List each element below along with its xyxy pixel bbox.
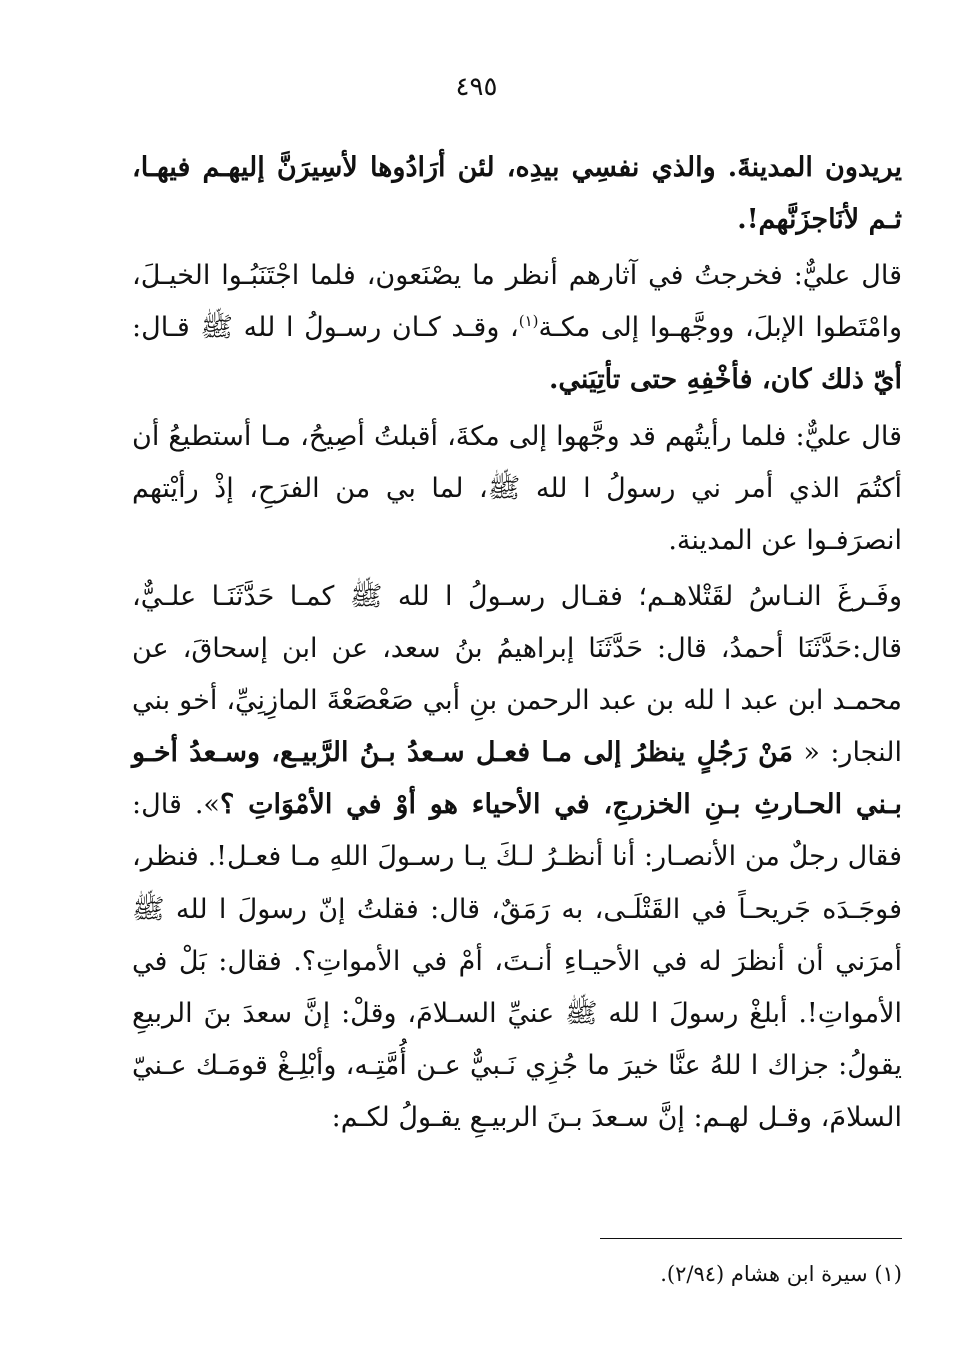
- footnote: (١) سيرة ابن هشام (٢/٩٤).: [660, 1262, 902, 1286]
- paragraph: [132, 571, 902, 1144]
- footnote-divider: [600, 1238, 902, 1239]
- bold-text-segment: يريدون المدينةَ. والذي نفسِي بيدِه، لئن أرَادُوها لأسِيرَنَّ إليهـم فيهـا، ثـم لأنَاجزَنَّهم!.: [132, 152, 902, 236]
- text-segment: قال عليٌّ: فلما رأيتُهم قد وجَّهوا إلى مكةَ، أقبلتُ أصِيحُ، مـا أستطيعُ أن أكتُمَ الذي أمر ني رسولُ ا لله ﷺ، لما بي من الفرَحِ، إذْ رأيْتهم انصرَفـوا عن المدينة.: [132, 420, 902, 556]
- paragraph: [132, 250, 902, 406]
- text-segment: ». قال: فقال رجلٌ من الأنصـار: أنا أنظـرُ لـكَ يـا رسـولَ اللهِ مـا فعـل!. فنظر، فوجَـدَه جَريحـاً في القَتْلَـى، به رَمَقٌ، قال: فقلتُ إنّ رسولَ ا لله ﷺ أمرَني أن أنظرَ له في الأحيـاءِ أنـتَ، أمْ في الأمواتِ؟. فقال: بَلْ في الأمواتِ!. أبلغْ رسولَ ا لله ﷺ عنيِّ السـلامَ، وقلْ: إنَّ سعدَ بنَ الربيعِ يقولُ: جزاك ا للهُ عنَّا خيرَ ما جُزِي نَـبيٌّ عـن أُمَّتِـه، وأبْلِـغْ قومَـك عـنيّ السلامَ، وقـل لهـم: إنَّ سـعدَ بـنَ الربيـعِ يقـولُ لكـم:: [132, 789, 902, 1133]
- paragraph: [132, 411, 902, 567]
- footnote-ref: (١): [518, 312, 539, 331]
- page-number: ٤٩٥: [455, 72, 498, 102]
- bold-text-segment: أيّ ذلك كان، فأخْفِهِ حتى تأتِيَني.: [548, 364, 902, 396]
- text-segment: ، وقـد كـان رسـولُ ا لله ﷺ قـال:: [132, 312, 519, 344]
- paragraph: [132, 142, 902, 246]
- body-text: [132, 142, 902, 1148]
- bold-text-segment: مَنْ رَجُلٍ ينظرُ إلى مـا فعـل سـعدُ بـنُ الرَّبيـع، وسـعدُ أخـو بـني الحـارثِ بـنِ الخزرجِ، في الأحياء هو أوْ في الأمْوَاتِ ؟: [132, 737, 903, 821]
- text-segment: وفَـرغَ النـاسُ لقَتْلاهـم؛ فقـال رسـولُ ا لله ﷺ كمـا حَدَّثَنَـا علـيٌّ، قال:حَدَّثَنَا أحمدُ، قال: حَدَّثَنَا إبراهيمُ بنُ سعد، عن ابن إسحاقَ، عن محمـد ابن عبد ا لله بن عبد الرحمن بنِ أبي صَعْصَعْةَ المازِنِيِّ، أخو بني النجار: «: [132, 580, 902, 769]
- text-segment: قال عليٌّ: فخرجتُ في آثارهم أنظر ما يصْنَعون، فلما اجْتَنَبُـوا الخيـلَ، وامْتَطوا الإبلَ، ووجَّهـوا إلى مكـة: [132, 260, 903, 344]
